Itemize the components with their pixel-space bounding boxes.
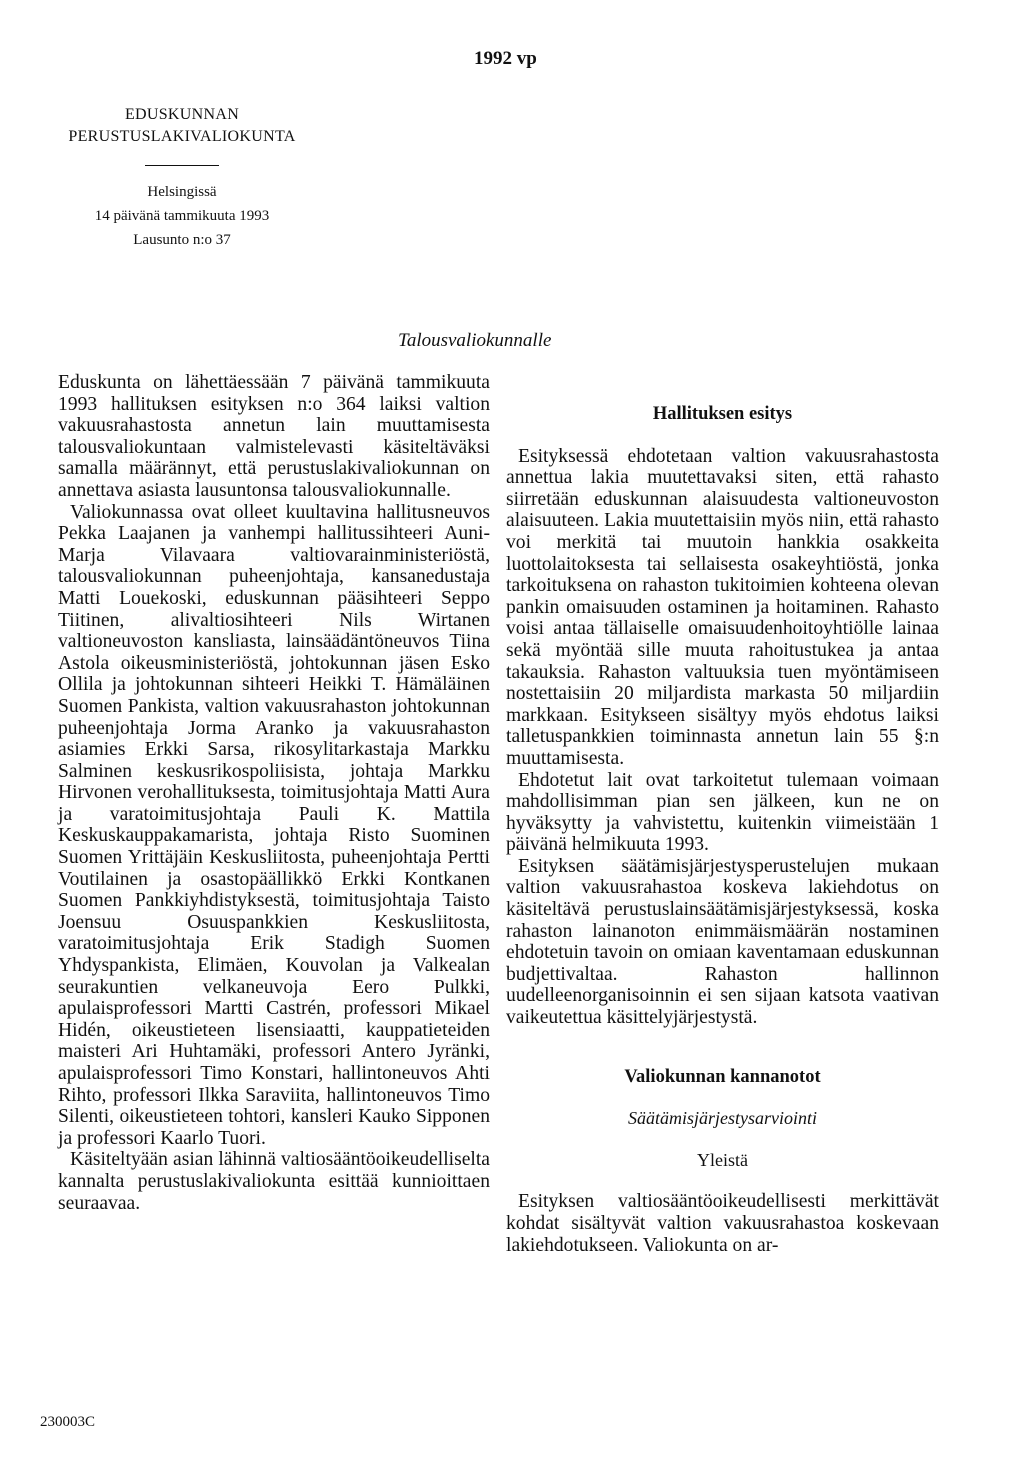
paragraph-proposal-3: Esityksen säätämisjärjestysperustelujen mukaan valtion vakuusrahastoa koskeva lakiehdotus on käsiteltävä perustuslainsäätämisjärjestyksessä, koska rahaston lainanoton enimmäismäärän nostaminen ehdotetuin tavoin on omiaan kaventamaan eduskunnan budjettivaltaa. Rahaston hallinnon uudelleenorganisoinnin ei sen sijaan katsota vaativan vaikeutettua käsittelyjärjestystä. — [506, 855, 939, 1029]
paragraph-conclusion-intro: Käsiteltyään asian lähinnä valtiosääntöoikeudelliselta kannalta perustuslakivaliokunta esittää kunnioittaen seuraavaa. — [58, 1149, 490, 1214]
document-code: 230003C — [40, 1414, 96, 1430]
right-column — [506, 404, 939, 1256]
paragraph-general: Esityksen valtiosääntöoikeudellisesti merkittävät kohdat sisältyvät valtion vakuusrahastoa koskevaan lakiehdotukseen. Valiokunta on ar- — [506, 1191, 939, 1256]
sub-heading: Yleistä — [697, 1149, 748, 1170]
spacer — [506, 1029, 939, 1067]
header-divider — [145, 165, 219, 166]
left-column — [58, 372, 490, 1214]
committee-name-line1: EDUSKUNNAN — [124, 106, 240, 123]
statement-number: Lausunto n:o 37 — [133, 232, 231, 248]
paragraph-proposal-2: Ehdotetut lait ovat tarkoitetut tulemaan voimaan mahdollisimman pian sen jälkeen, kun ne on hyväksytty ja vahvistettu, kuitenkin viimeistään 1 päivänä helmikuuta 1993. — [506, 769, 939, 856]
date: 14 päivänä tammikuuta 1993 — [94, 208, 270, 224]
addressee: Talousvaliokunnalle — [398, 330, 552, 351]
page-number: 1992 vp — [474, 48, 537, 69]
paragraph-hearings: Valiokunnassa ovat olleet kuultavina hallitusneuvos Pekka Laajanen ja vanhempi hallitussihteeri Auni-Marja Vilavaara valtiovarainministeriöstä, talousvaliokunnan puheenjohtaja, kansanedustaja Matti Louekoski, eduskunnan pääsihteeri Seppo Tiitinen, alivaltiosihteeri Nils Wirtanen valtioneuvoston kansliasta, lainsäädäntöneuvos Tiina Astola oikeusministeriöstä, johtokunnan jäsen Esko Ollila ja johtokunnan sihteeri Heikki T. Hämäläinen Suomen Pankista, valtion vakuusrahaston johtokunnan puheenjohtaja Jorma Aranko ja vakuusrahaston asiamies Erkki Sarsa, rikosylitarkastaja Markku Salminen keskusrikospoliisista, johtaja Markku Hirvonen verohallituksesta, toimitusjohtaja Matti Aura ja varatoimitusjohtaja Pauli K. Mattila Keskuskauppakamarista, johtaja Risto Suominen Suomen Yrittäjäin Keskusliitosta, puheenjohtaja Pertti Voutilainen ja osastopäällikkö Erkki Kontkanen Suomen Pankkiyhdistyksestä, toimitusjohtaja Taisto Joensuu Osuuspankkien Keskusliitosta, varatoimitusjohtaja Erik Stadigh Suomen Yhdyspankista, Elimäen, Kouvolan ja Valkealan seurakuntien velkaneuvoja Eero Pulkki, apulaisprofessori Martti Castrén, professori Mikael Hidén, oikeustieteen lisensiaatti, kauppatieteiden maisteri Ari Huhtamäki, professori Antero Jyränki, apulaisprofessori Timo Konstari, hallintoneuvos Ahti Rihto, professori Ilkka Saraviita, hallintoneuvos Timo Silenti, oikeustieteen tohtori, kansleri Kauko Sipponen ja professori Kaarlo Tuori. — [58, 501, 490, 1149]
paragraph-referral: Eduskunta on lähettäessään 7 päivänä tammikuuta 1993 hallituksen esityksen n:o 364 laiksi valtion vakuusrahastosta annetun lain muuttamisesta talousvaliokuntaan valmistelevasti käsiteltäväksi samalla määrännyt, että perustuslakivaliokunnan on annettava asiasta lausuntonsa talousvaliokunnalle. — [58, 372, 490, 501]
paragraph-proposal-1: Esityksessä ehdotetaan valtion vakuusrahastosta annettua lakia muutettavaksi siten, että rahasto siirretään eduskunnan alaisuudesta valtioneuvoston alaisuuteen. Lakia muutettaisiin myös niin, että rahasto voi merkitä tai muutoin hankkia osakkeita luottolaitoksesta tai sellaisesta osakeyhtiöstä, jonka tarkoituksena on rahaston tukitoimien kohteena olevan pankin omaisuuden ostaminen ja hoitaminen. Rahasto voisi antaa tällaiselle omaisuudenhoitoyhtiölle lainaa sekä myöntää sille muuta rahoitustukea ja antaa takauksia. Rahaston valtuuksia tuen myöntämiseen nostettaisiin 20 miljardista markasta 50 miljardiin markkaan. Esitykseen sisältyy myös ehdotus laiksi talletuspankkien toiminnasta annetun lain 55 §:n muuttamisesta. — [506, 445, 939, 769]
section-heading-proposal: Hallituksen esitys — [652, 404, 793, 424]
committee-header — [40, 104, 324, 252]
section-heading-statements: Valiokunnan kannanotot — [624, 1066, 821, 1087]
committee-name-line2: PERUSTUSLAKIVALIOKUNTA — [68, 128, 296, 145]
subsection-heading: Säätämisjärjestysarviointi — [628, 1108, 817, 1129]
place: Helsingissä — [147, 184, 217, 200]
